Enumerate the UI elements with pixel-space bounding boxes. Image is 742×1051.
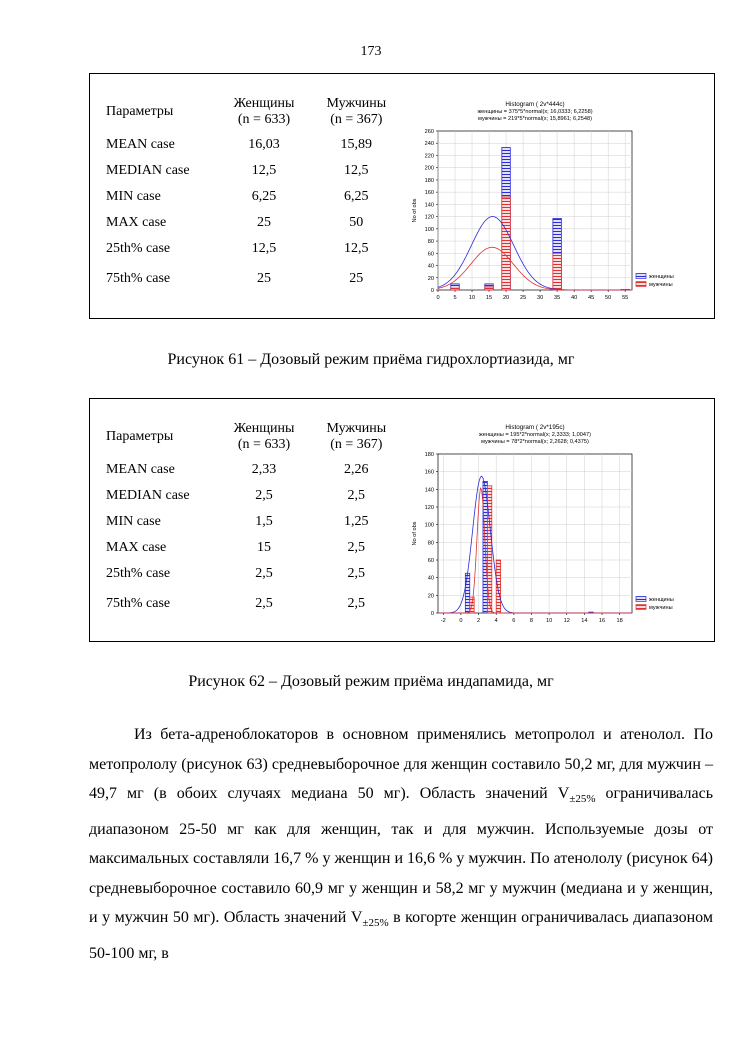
table-row <box>104 535 400 561</box>
women-header-label: Женщины <box>233 421 295 436</box>
men-value: 2,5 <box>347 540 366 555</box>
y-tick-label: 160 <box>424 190 434 197</box>
y-tick-label: 60 <box>427 558 434 564</box>
x-tick-label: 2 <box>477 618 481 624</box>
v-subscript: ±25% <box>362 917 389 930</box>
row-label: 75th% case <box>106 271 171 286</box>
table-row <box>104 509 400 535</box>
y-tick-label: 120 <box>424 214 434 221</box>
women-value: 2,5 <box>255 566 273 581</box>
table-header-row <box>104 92 400 132</box>
x-tick-label: 16 <box>598 618 606 624</box>
chart-subtitle: женщины = 195*2*normal(x; 2,3333; 1,0047) <box>478 432 592 438</box>
men-header-label: Мужчины <box>326 96 387 111</box>
chart-title: Histogram ( 2v*444c) <box>505 101 565 108</box>
women-value: 25 <box>257 271 272 286</box>
x-tick-label: 35 <box>554 295 561 301</box>
paragraph-text-2: ограничивалась диапазоном 25-50 мг как для женщин, так и для мужчин. Используемые дозы от максимальных составляли 16,7 % у женщин и 16,6 % у мужчин. По атенололу (рисунок 64) средневыборочное составило 60,9 мг у женщин и 58,2 мг у мужчин (медиана и у женщин, и у мужчин 50 мг). Область значений V <box>89 785 714 927</box>
women-value: 15 <box>257 540 272 555</box>
legend-label: мужчины <box>649 282 673 288</box>
legend-label: женщины <box>649 597 674 603</box>
women-header-n: (n = 633) <box>237 437 291 452</box>
x-tick-label: 18 <box>616 618 623 624</box>
legend-swatch <box>636 605 646 610</box>
histogram-bar <box>496 560 500 613</box>
women-value: 12,5 <box>251 241 277 256</box>
histogram-bar <box>502 197 511 290</box>
body-text <box>89 720 713 968</box>
table-row <box>104 483 400 509</box>
men-value: 1,25 <box>344 514 369 529</box>
y-tick-label: 60 <box>427 251 434 258</box>
men-header-label: Мужчины <box>326 421 387 436</box>
param-header: Параметры <box>106 429 174 444</box>
legend-swatch <box>636 274 646 279</box>
women-value: 1,5 <box>255 514 273 529</box>
plot-frame <box>438 131 632 290</box>
legend-swatch <box>636 282 646 287</box>
x-tick-label: 0 <box>459 618 463 624</box>
histogram-bar <box>451 288 460 290</box>
table-row <box>104 210 400 236</box>
y-tick-label: 180 <box>424 452 434 458</box>
y-axis-label: No of obs <box>412 521 418 546</box>
y-tick-label: 0 <box>430 288 434 294</box>
x-tick-label: 4 <box>494 618 498 624</box>
y-tick-label: 200 <box>424 165 434 172</box>
women-value: 2,5 <box>255 596 273 611</box>
table-row <box>104 561 400 587</box>
y-tick-label: 0 <box>430 611 434 617</box>
y-tick-label: 140 <box>424 487 434 494</box>
legend-label: женщины <box>649 274 674 280</box>
x-tick-label: 12 <box>563 618 570 624</box>
row-label: 25th% case <box>106 241 171 256</box>
figure-62-caption: Рисунок 62 – Дозовый режим приёма индапамида, мг <box>188 673 554 690</box>
chart-subtitle: мужчины = 78*2*normal(x; 2,2628; 0,4375) <box>481 439 589 445</box>
y-tick-label: 240 <box>424 141 434 148</box>
y-tick-label: 180 <box>424 177 434 184</box>
param-header: Параметры <box>106 104 174 119</box>
y-tick-label: 20 <box>427 593 434 600</box>
row-label: MIN case <box>106 189 161 204</box>
women-header-n: (n = 633) <box>237 112 291 127</box>
x-tick-label: 50 <box>605 295 612 301</box>
y-tick-label: 140 <box>424 202 434 209</box>
page-number: 173 <box>360 44 382 59</box>
row-label: MEAN case <box>106 462 175 477</box>
x-tick-label: -2 <box>440 618 446 624</box>
histogram-bar <box>465 573 469 613</box>
men-value: 50 <box>349 215 364 230</box>
y-tick-label: 220 <box>424 153 434 160</box>
x-tick-label: 14 <box>581 618 588 624</box>
x-tick-label: 10 <box>545 618 553 624</box>
table-row <box>104 262 400 296</box>
y-tick-label: 80 <box>427 239 434 246</box>
women-value: 2,33 <box>251 462 277 477</box>
men-value: 2,5 <box>347 488 366 503</box>
y-tick-label: 100 <box>424 522 434 529</box>
histogram-hydrochlorothiazide <box>408 98 704 310</box>
table-row <box>104 587 400 621</box>
figure-62-box <box>89 398 715 642</box>
y-tick-label: 160 <box>424 469 434 476</box>
y-tick-label: 20 <box>427 275 434 282</box>
men-value: 2,5 <box>347 596 366 611</box>
men-header-n: (n = 367) <box>330 437 383 452</box>
x-tick-label: 30 <box>536 295 544 301</box>
row-label: 75th% case <box>106 596 171 611</box>
men-value: 25 <box>349 271 364 286</box>
row-label: 25th% case <box>106 566 171 581</box>
table-row <box>104 132 400 158</box>
x-tick-label: 15 <box>485 295 493 301</box>
table-row <box>104 184 400 210</box>
row-label: MIN case <box>106 514 161 529</box>
men-header-n: (n = 367) <box>330 112 383 127</box>
x-tick-label: 55 <box>622 295 629 301</box>
table-row <box>104 158 400 184</box>
x-tick-label: 45 <box>588 295 595 301</box>
histogram-bar <box>485 287 494 290</box>
y-tick-label: 40 <box>427 263 434 270</box>
women-value: 12,5 <box>251 163 277 178</box>
men-value: 12,5 <box>344 241 369 256</box>
paragraph-text-3: в когорте женщин ограничивалась диапазоном 50-100 мг, в <box>89 909 714 962</box>
men-header <box>313 417 400 457</box>
men-header <box>313 92 400 132</box>
chart-title: Histogram ( 2v*195c) <box>505 424 565 431</box>
y-tick-label: 80 <box>427 540 434 547</box>
women-value: 6,25 <box>251 189 277 204</box>
women-value: 16,03 <box>248 137 280 152</box>
women-value: 2,5 <box>255 488 273 503</box>
table-row <box>104 236 400 262</box>
paragraph-text-1: Из бета-адреноблокаторов в основном применялись метопролол и атенолол. По метопрололу (рисунок 63) средневыборочное для женщин составило 50,2 мг, для мужчин – 49,7 мг (в обоих случаях медиана 50 мг). Область значений V <box>89 726 713 802</box>
row-label: MEAN case <box>106 137 175 152</box>
y-tick-label: 120 <box>424 505 434 511</box>
paragraph <box>89 720 713 968</box>
men-value: 2,26 <box>344 462 369 477</box>
x-tick-label: 10 <box>468 295 476 301</box>
x-tick-label: 6 <box>512 618 516 624</box>
figure-61-box <box>89 73 715 319</box>
legend-label: мужчины <box>649 605 673 611</box>
women-header-label: Женщины <box>233 96 295 111</box>
women-value: 25 <box>257 215 272 230</box>
women-header <box>215 92 312 132</box>
men-value: 15,89 <box>340 137 373 152</box>
x-tick-label: 20 <box>502 295 510 301</box>
table-header-row <box>104 417 400 457</box>
histogram-indapamide <box>408 421 704 633</box>
figure-61-table <box>104 92 400 296</box>
chart-subtitle: женщины = 375*5*normal(x; 16,0333; 6,2258) <box>477 109 593 115</box>
row-label: MEDIAN case <box>106 488 190 503</box>
y-tick-label: 100 <box>424 226 434 233</box>
men-value: 6,25 <box>344 189 369 204</box>
x-tick-label: 40 <box>571 295 578 301</box>
x-tick-label: 5 <box>453 295 457 301</box>
legend-swatch <box>636 597 646 602</box>
y-tick-label: 260 <box>424 129 434 135</box>
row-label: MEDIAN case <box>106 163 190 178</box>
histogram-bar <box>553 253 562 290</box>
table-row <box>104 457 400 483</box>
v-subscript: ±25% <box>569 793 596 806</box>
x-tick-label: 25 <box>519 295 527 301</box>
y-tick-label: 40 <box>427 575 434 582</box>
figure-62-table <box>104 417 400 621</box>
women-header <box>215 417 312 457</box>
men-value: 12,5 <box>344 163 369 178</box>
row-label: MAX case <box>106 540 167 555</box>
y-axis-label: No of obs <box>412 198 418 223</box>
figure-61-caption: Рисунок 61 – Дозовый режим приёма гидрохлортиазида, мг <box>167 351 575 368</box>
x-tick-label: 8 <box>529 618 534 624</box>
chart-subtitle: мужчины = 219*5*normal(x; 15,8961; 6,2548) <box>478 116 592 122</box>
men-value: 2,5 <box>347 566 366 581</box>
x-tick-label: 0 <box>436 295 440 301</box>
row-label: MAX case <box>106 215 167 230</box>
